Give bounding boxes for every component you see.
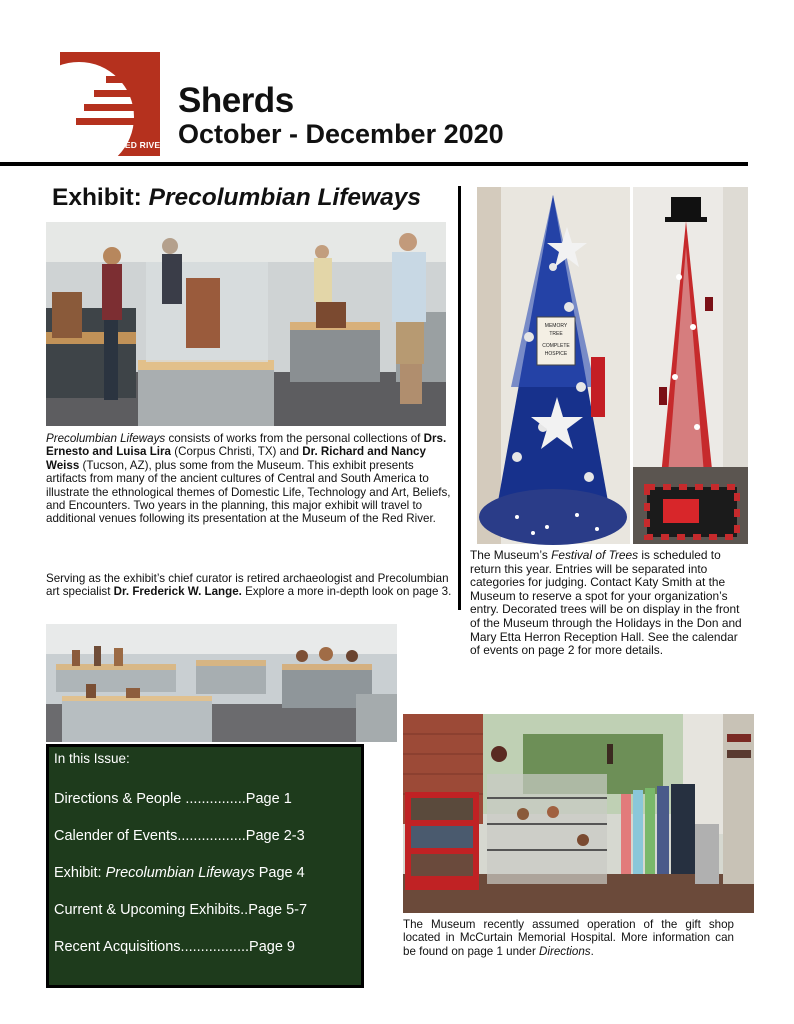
logo-stripe	[94, 90, 160, 97]
in-this-issue-box	[46, 744, 364, 988]
exhibit-cases-photo	[46, 624, 397, 742]
toc-item-acquisitions[interactable]: Recent Acquisitions.................Page 9	[54, 939, 295, 955]
museum-logo	[60, 52, 167, 156]
gift-shop-photo	[403, 714, 754, 913]
toc-item-calendar[interactable]: Calender of Events.................Page 2-3	[54, 828, 305, 844]
memory-tree-sign-line4: HOSPICE	[544, 351, 568, 357]
toc-item-current-exhibits[interactable]: Current & Upcoming Exhibits..Page 5-7	[54, 902, 308, 918]
header-divider	[0, 162, 748, 166]
newsletter-title: Sherds	[178, 81, 294, 120]
curator-paragraph: Serving as the exhibit’s chief curator is retired archaeologist and Precolumbian art specialist Dr. Frederick W. Lange. Explore a more in-depth look on page 3.	[46, 572, 452, 599]
exhibit-description: Precolumbian Lifeways consists of works from the personal collections of Drs. Ernesto and Luisa Lira (Corpus Christi, TX) and Dr. Richard and Nancy Weiss (Tucson, AZ), plus some from the Museum. This exhibit presents artifacts from many of the ancient cultures of Central and South America to illustrate the ethnological themes of Domestic Life, Technology and Art, Beliefs, and Encounters. Two years in the planning, this major exhibit will travel to additional venues following its presentation at the Museum of the Red River.	[46, 432, 451, 526]
logo-wordmark: $MUSEUM^{OF THE}RED$ RIVER	[60, 140, 167, 150]
memory-tree-sign-line2: TREE	[549, 331, 563, 337]
festival-of-trees-caption: The Museum’s Festival of Trees is scheduled to return this year. Entries will be separated into categories for judging. Contact Katy Smith at the Museum to reserve a spot for your organization’s entry. Decorated trees will be on display in the front of the Museum through the Holidays in the Don and Mary Etta Herron Reception Hall. See the calendar of events on page 2 for more details.	[470, 548, 742, 658]
blue-christmas-tree-photo	[477, 187, 630, 544]
issue-date: October - December 2020	[178, 119, 504, 149]
red-christmas-tree-photo	[633, 187, 748, 544]
logo-stripe	[76, 118, 160, 125]
exhibit-heading: Exhibit: Precolumbian Lifeways	[52, 184, 421, 211]
toc-heading: In this Issue:	[54, 751, 130, 766]
memory-tree-sign-line1: MEMORY	[544, 323, 568, 329]
exhibit-gallery-photo	[46, 222, 446, 426]
memory-tree-sign-line3: COMPLETE	[542, 343, 570, 349]
logo-stripe	[106, 76, 160, 83]
logo-stripe	[84, 104, 160, 111]
toc-item-directions[interactable]: Directions & People ...............Page 1	[54, 791, 292, 807]
gift-shop-caption: The Museum recently assumed operation of the gift shop located in McCurtain Memorial Hospital. More information can be found on page 1 under Directions.	[403, 918, 734, 958]
column-divider	[458, 186, 461, 610]
toc-item-exhibit[interactable]: Exhibit: Precolumbian Lifeways Page 4	[54, 865, 305, 881]
